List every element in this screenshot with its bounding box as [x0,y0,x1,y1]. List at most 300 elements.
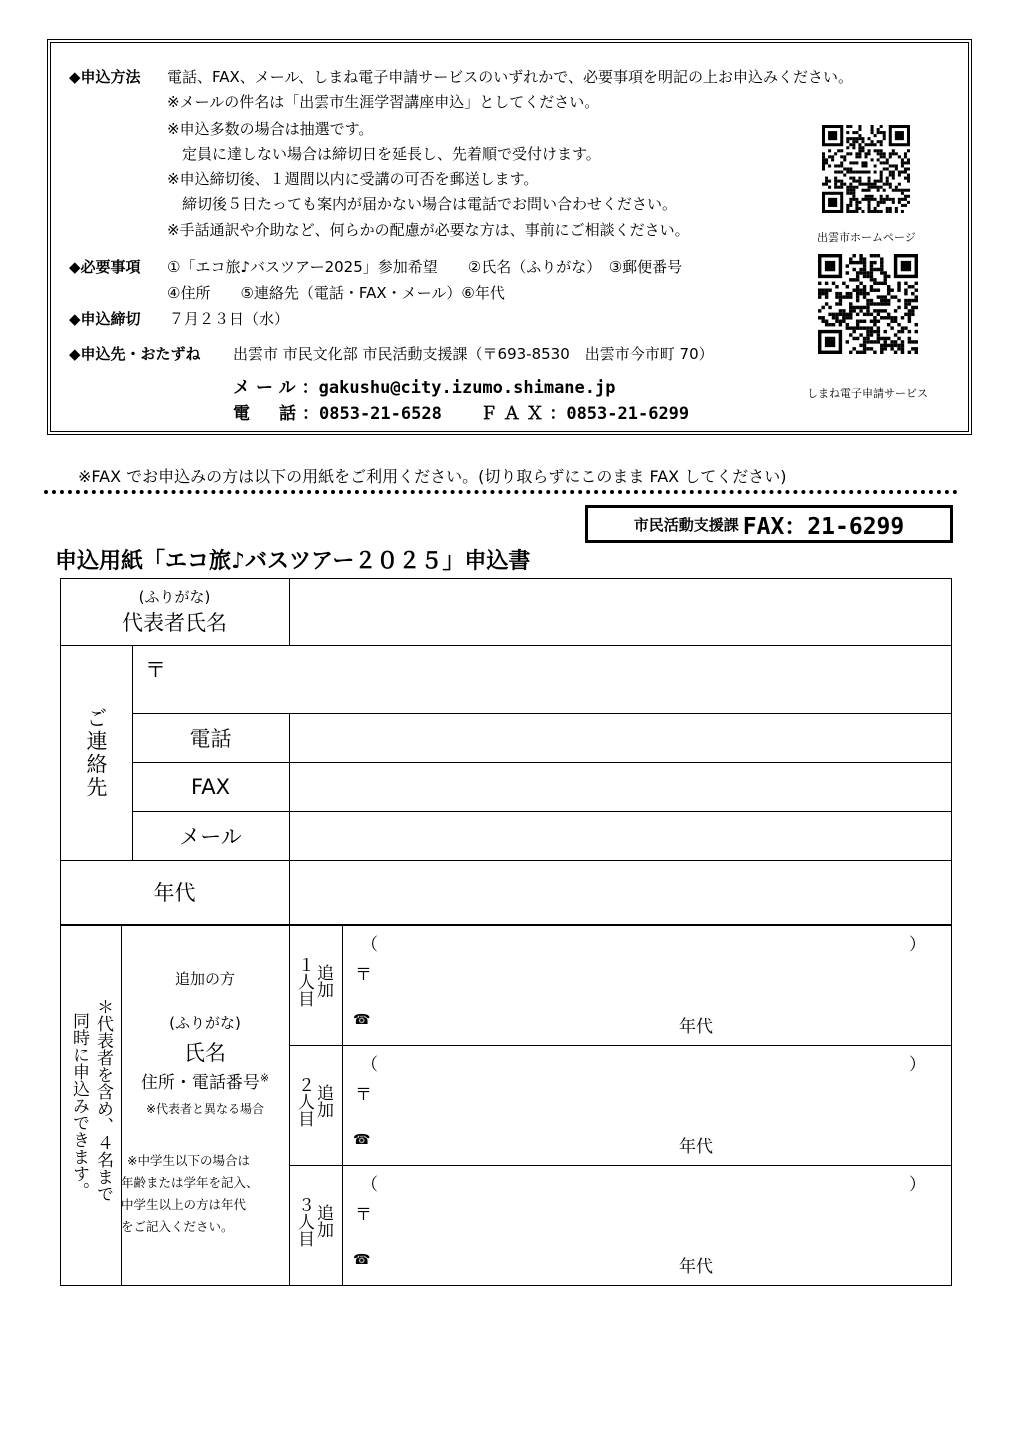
qr-module [852,337,855,340]
qr-caption-e-application: しまね電子申請サービス [807,387,928,400]
qr-module [908,340,911,343]
qr-module [855,201,858,204]
qr-module [904,292,907,295]
add-row-3-input[interactable] [343,1166,951,1285]
qr-module [859,268,862,271]
fax-label: ＦＡＸ [480,404,550,424]
qr-module [911,313,914,316]
qr-module [846,285,849,288]
application-info-box [47,39,972,435]
qr-module [849,125,852,128]
qr-module [849,210,852,213]
paren-open: （ [361,1175,378,1195]
tel-input[interactable] [290,714,951,762]
qr-module [859,254,862,257]
qr-module [835,292,838,295]
qr-module [863,285,866,288]
contact-label-cell [60,645,132,860]
qr-module [880,131,883,134]
qr-module [846,340,849,343]
qr-module [868,195,871,198]
qr-module [897,330,900,333]
qr-module [883,155,886,158]
qr-module [908,309,911,312]
qr-module [839,309,842,312]
add-row-number-cell [289,926,342,1045]
qr-module [842,282,845,285]
qr-module [897,288,900,291]
qr-module [907,177,910,180]
add-row-number: ２人目 [294,1076,314,1127]
qr-module [886,207,889,210]
qr-module [911,285,914,288]
qr-module [894,340,897,343]
qr-module [863,292,866,295]
qr-module [818,295,821,298]
qr-module [849,313,852,316]
qr-module [849,201,852,204]
qr-module [892,201,895,204]
qr-module [894,351,897,354]
qr-module [901,330,904,333]
qr-module [904,195,907,198]
qr-module [846,131,849,134]
qr-module [887,285,890,288]
qr-module [849,278,852,281]
qr-module [846,140,849,143]
qr-module [874,149,877,152]
qr-module [894,309,897,312]
fax-input[interactable] [290,763,951,811]
qr-module [904,302,907,305]
qr-module [871,158,874,161]
qr-module [866,337,869,340]
qr-module [861,164,864,167]
qr-module [911,347,914,350]
rep-name-input[interactable] [290,579,951,645]
qr-module [846,146,849,149]
phone-icon: ☎ [353,1132,371,1148]
qr-module [855,137,858,140]
qr-module [904,313,907,316]
qr-module [859,282,862,285]
qr-module [880,316,883,319]
add-row-2-input[interactable] [343,1046,951,1165]
qr-code-homepage[interactable] [822,125,910,213]
tel-label: 電 話 [233,404,302,424]
qr-module [873,254,876,257]
phone-icon: ☎ [353,1012,371,1028]
qr-module [863,261,866,264]
qr-module [852,195,855,198]
qr-module [870,330,873,333]
qr-module [852,278,855,281]
qr-module [837,164,840,167]
qr-module [884,271,887,274]
qr-module [877,189,880,192]
qr-module [868,189,871,192]
qr-module [852,177,855,180]
age-label-cell [60,860,289,924]
qr-module [863,344,866,347]
qr-module [821,316,824,319]
qr-module [846,189,849,192]
qr-module [871,140,874,143]
qr-module [884,330,887,333]
qr-module [842,295,845,298]
qr-module [859,257,862,260]
qr-module [852,161,855,164]
qr-module [892,174,895,177]
destination-address: 出雲市 市民文化部 市民活動支援課（〒693-8530 出雲市今市町 70） [233,345,714,363]
qr-module [843,167,846,170]
qr-module [908,330,911,333]
qr-module [880,299,883,302]
qr-module [821,288,824,291]
qr-module [884,299,887,302]
qr-module [880,282,883,285]
add-address-phone-text: 住所・電話番号 [140,1073,260,1093]
qr-module [880,264,883,267]
qr-module [846,264,849,267]
required-line: ①「エコ旅♪バスツアー2025」参加希望 ②氏名（ふりがな） ③郵便番号 [167,258,683,276]
qr-module [897,306,900,309]
paren-close: ） [909,1055,926,1075]
qr-module [843,174,846,177]
qr-module [898,189,901,192]
qr-module [863,271,866,274]
qr-module [839,313,842,316]
qr-module [849,351,852,354]
qr-module [901,351,904,354]
add-note-age-line: 中学生以上の方は年代 [121,1197,247,1212]
qr-module [887,299,890,302]
qr-module [870,340,873,343]
qr-module [849,161,852,164]
qr-module [828,155,831,158]
fax-label-cell [132,762,289,811]
qr-module [855,198,858,201]
mail-row [233,373,615,398]
qr-module [908,337,911,340]
qr-module [868,183,871,186]
qr-module [855,131,858,134]
required-line: ④住所 ⑤連絡先（電話・FAX・メール）⑥年代 [167,284,505,302]
qr-module [880,257,883,260]
qr-module [864,152,867,155]
qr-module [849,143,852,146]
qr-module [835,302,838,305]
qr-module [858,125,861,128]
qr-module [840,164,843,167]
qr-module [886,177,889,180]
qr-module [915,340,918,343]
contact-label: ご連絡先 [84,706,108,799]
qr-module [880,268,883,271]
qr-module [859,261,862,264]
qr-module [877,201,880,204]
qr-module [901,171,904,174]
qr-module [870,333,873,336]
qr-module [852,198,855,201]
qr-module [901,347,904,350]
add-address-mark: ※ [259,1071,270,1085]
qr-module [915,330,918,333]
qr-module [858,177,861,180]
qr-module [904,288,907,291]
qr-module [877,131,880,134]
qr-module [889,183,892,186]
qr-module [873,302,876,305]
qr-module [880,152,883,155]
qr-module [839,292,842,295]
qr-module [852,347,855,350]
qr-module [911,306,914,309]
qr-module [822,167,825,170]
qr-module [904,189,907,192]
qr-module [863,268,866,271]
qr-module [883,201,886,204]
qr-module [828,323,831,326]
method-line: ※申込多数の場合は抽選です。 [167,120,374,138]
tel-label: 電話 [189,726,232,751]
qr-module [871,143,874,146]
qr-module [852,261,855,264]
qr-module [868,143,871,146]
qr-module [852,268,855,271]
qr-module [898,198,901,201]
qr-module [852,137,855,140]
qr-module [842,316,845,319]
qr-module [852,186,855,189]
qr-module [873,278,876,281]
qr-module [868,152,871,155]
qr-module [877,302,880,305]
qr-module [886,195,889,198]
qr-module [908,302,911,305]
qr-module [855,210,858,213]
qr-module [868,137,871,140]
qr-module [904,177,907,180]
qr-module [873,316,876,319]
qr-module [901,326,904,329]
qr-module [849,137,852,140]
qr-module [822,164,825,167]
qr-module [895,186,898,189]
qr-module [856,275,859,278]
qr-module [880,177,883,180]
qr-module [886,183,889,186]
qr-module [880,271,883,274]
qr-module [889,198,892,201]
qr-module [849,309,852,312]
qr-code-e-application[interactable] [818,254,918,354]
age-label: 年代 [153,881,196,905]
qr-module [889,210,892,213]
qr-caption-homepage: 出雲市ホームページ [817,231,916,244]
qr-module [908,285,911,288]
qr-module [859,320,862,323]
qr-module [870,261,873,264]
qr-module [894,320,897,323]
qr-module [856,326,859,329]
qr-module [880,155,883,158]
qr-module [859,326,862,329]
qr-module [840,161,843,164]
qr-module [835,313,838,316]
qr-module [884,282,887,285]
qr-module [866,275,869,278]
qr-module [828,180,831,183]
qr-module [908,320,911,323]
qr-module [856,285,859,288]
postal-mark: 〒 [355,1085,372,1105]
qr-module [855,204,858,207]
qr-module [825,177,828,180]
qr-module [858,207,861,210]
address-input[interactable] [133,646,951,713]
qr-module [874,198,877,201]
qr-module [835,316,838,319]
qr-module [861,137,864,140]
qr-module [884,316,887,319]
qr-module [895,164,898,167]
mail-label: メール [233,378,302,398]
qr-module [828,149,831,152]
qr-module [877,158,880,161]
qr-module [892,198,895,201]
qr-module [818,309,821,312]
qr-module [861,189,864,192]
paren-close: ） [909,935,926,955]
qr-module [889,164,892,167]
qr-module [846,313,849,316]
qr-module [897,337,900,340]
rep-name-label: 代表者氏名 [122,611,227,635]
qr-module [866,299,869,302]
qr-module [849,198,852,201]
qr-module [846,167,849,170]
qr-module [861,210,864,213]
qr-module [866,271,869,274]
qr-module [886,210,889,213]
qr-module [861,140,864,143]
qr-module [890,340,893,343]
qr-module [870,347,873,350]
phone-fax-row [233,399,689,424]
qr-module [904,306,907,309]
fax-box-dept: 市民活動支援課 [633,515,739,534]
qr-module [892,171,895,174]
qr-module [897,282,900,285]
add-row-1-input[interactable] [343,926,951,1045]
qr-module [911,292,914,295]
qr-module [863,326,866,329]
qr-module [887,292,890,295]
qr-module [864,171,867,174]
mail-input[interactable] [290,812,951,860]
qr-module [861,171,864,174]
qr-module [868,180,871,183]
qr-module [846,186,849,189]
qr-module [839,302,842,305]
qr-module [852,326,855,329]
qr-module [904,299,907,302]
qr-module [846,204,849,207]
qr-module [877,337,880,340]
qr-module [866,347,869,350]
qr-module [880,195,883,198]
qr-module [873,288,876,291]
qr-module [873,323,876,326]
qr-module [894,344,897,347]
cut-line-divider [44,490,958,494]
qr-module [856,261,859,264]
qr-module [849,177,852,180]
qr-module [880,344,883,347]
qr-module [874,210,877,213]
qr-module [892,164,895,167]
qr-module [907,174,910,177]
side-note-line-2: 同時に申込みできます。 [69,1012,89,1199]
qr-module [859,351,862,354]
qr-module [901,204,904,207]
qr-module [849,295,852,298]
qr-module [842,309,845,312]
qr-module [856,271,859,274]
qr-module [859,333,862,336]
qr-module [859,271,862,274]
qr-module [825,288,828,291]
qr-module [877,210,880,213]
qr-module [892,149,895,152]
qr-module [889,155,892,158]
qr-module [822,152,825,155]
add-row-age-label: 年代 [679,1137,713,1157]
qr-module [832,282,835,285]
qr-module [834,164,837,167]
qr-module [895,210,898,213]
fax-label-form: FAX [191,774,230,799]
rep-name-label-cell [60,578,289,645]
fax-box-number: FAX：21-6299 [742,513,905,540]
qr-module [870,271,873,274]
qr-module [832,323,835,326]
qr-module [897,323,900,326]
qr-module [856,278,859,281]
qr-module [846,271,849,274]
qr-module [897,285,900,288]
deadline-date: ７月２３日（水） [169,310,290,328]
qr-module [889,207,892,210]
age-input[interactable] [290,861,951,924]
qr-module [837,149,840,152]
qr-module [834,183,837,186]
qr-module [870,278,873,281]
add-name: 氏名 [184,1041,226,1065]
fax-number: ：0853-21-6299 [549,404,690,424]
qr-module [818,288,821,291]
qr-module [868,177,871,180]
qr-module [868,201,871,204]
qr-module [880,347,883,350]
form-title: 申込用紙「エコ旅♪バスツアー２０２５」申込書 [55,549,531,574]
qr-module [846,323,849,326]
qr-module [856,292,859,295]
qr-module [855,186,858,189]
add-row-label: 追加 [313,1204,333,1238]
qr-module [873,320,876,323]
